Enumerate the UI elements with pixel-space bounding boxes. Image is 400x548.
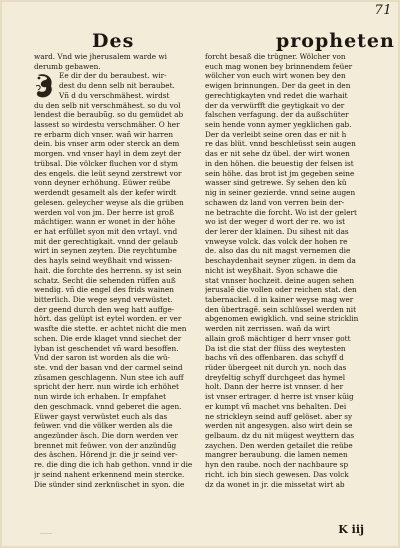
text-line: beschaydenhait seyner zügen. in dem da (205, 256, 356, 266)
text-line: Vñ d du verschmähest. wirdst (59, 90, 170, 100)
text-line: richt. ich bin siech gewesen. Das volck (205, 469, 349, 479)
text-line: morgen. vnd vnser hayl in dem zeyt der (34, 149, 182, 159)
text-line: der lerer der klainen. Du sihest nit das (205, 226, 349, 236)
text-line: sein höhe. das brot ist jm gegeben seine (205, 168, 355, 178)
text-line: Ee dir der du beraubest. wir- (59, 71, 167, 81)
text-line: mächtiger. wann er wonet in der höhe (34, 217, 176, 227)
text-line: Die sünder sind zerknüschet in syon. die (34, 479, 185, 489)
text-line: schawen dz land von verren bein der- (205, 197, 345, 207)
text-line: sein hende vonn aymer yegklichen gab. (205, 120, 352, 130)
running-head-right: propheten (276, 30, 395, 52)
text-line: abgenomen ewigklich. vnd seine stricklin (205, 314, 359, 324)
text-line: lendest die beraubũg. so du gemüdet ab (34, 110, 184, 120)
text-line: schen. Die erde klaget vnnd siechet der (34, 333, 182, 343)
text-line: jr seind nahent erkennend mein stercke. (34, 469, 185, 479)
text-line: re. die ding die ich hab gethon. vnnd ir die (34, 460, 193, 470)
text-line: tabernackel. d in kainer weyse mag wer (205, 294, 354, 304)
text-line: bachs vñ des offenbaren. das schyff d (205, 353, 344, 363)
signature-mark: K iij (338, 523, 364, 536)
text-line: allain groß mächtiger d herr vnser gott (205, 333, 351, 343)
text-line: werden nit zerrissen. wañ da wirt (205, 324, 330, 334)
text-line: de. also das du nit magst vernemen die (205, 246, 351, 256)
text-line: der da verwürfft die geytigkait vo der (205, 100, 345, 110)
text-line: re das blüt. vnnd beschleüsst sein augen (205, 139, 356, 149)
text-line: holt. Dann der herre ist vnnser. d her (205, 382, 344, 392)
text-line: ne betrachte die forcht. Wo ist der gelert (205, 207, 357, 217)
text-line: nun wirde ich erhaben. Ir empfahet (34, 392, 167, 402)
ornamental-initial (34, 72, 55, 100)
text-line: Da ist die stat der flüss des weytesten (205, 343, 346, 353)
left-text-column (34, 52, 196, 516)
text-line: schatz. Secht die sehenden rüffen auß (34, 275, 176, 285)
text-line: ward. Vnd wie jherusalem warde wi (34, 52, 167, 61)
text-line: ste. vnd der basan vnd der carmel seind (34, 363, 183, 372)
text-line: des engels. die leüt seynd zerstrewt vor (34, 168, 182, 178)
text-line: angezünder äsch. Die dorn werden ver (34, 431, 178, 441)
text-line: bitterlich. Die wege seynd verwüstet. (34, 294, 173, 304)
text-line: Vnd der saron ist worden als die wü- (34, 353, 171, 363)
text-line: werden vol von jm. Der herre ist groß (34, 207, 174, 217)
text-line: er hat erfüllet syon mit den vrtayl. vnd (34, 226, 178, 236)
text-line: forcht besaß die trügner. Wölcher von (205, 52, 346, 61)
text-line: den übertragē. sein schlüssel werden nit (205, 304, 357, 314)
text-line: zaychen. Den werden getailet die reübe (205, 440, 353, 450)
text-line: falschen verfagung. der da außschüter (205, 110, 349, 120)
text-line: dz da wonet in jr. die missetat wirt ab (205, 479, 345, 489)
text-line: dest du denn selb nit beraubet. (59, 81, 175, 91)
text-line: lassest so wirdestu verschmäher. O her (34, 120, 180, 130)
text-line: ne strickleyn seind auff gelöset. aber sy (205, 411, 353, 421)
text-line: gelbaum. dz du nit mügest weyttern das (205, 431, 355, 441)
ownership-stamp: …… (40, 529, 52, 536)
text-line: des äschen. Hörend jr. die jr seind ver- (34, 450, 178, 460)
right-text-column (205, 52, 367, 516)
text-line: Der da verleibt seine oren das er nit h (205, 129, 347, 139)
text-line: mangrer beraubung. die lamen nemen (205, 450, 348, 460)
text-line: ewigen brinnungen. Der da geet in den (205, 81, 351, 91)
text-line: nicht ist weyßhait. Syon schawe die (205, 265, 338, 275)
text-line: trübsal. Die völcker fluchen vor d stym (34, 158, 178, 168)
text-line: der geend durch den weg hatt auffge- (34, 304, 175, 314)
text-line: vnweyse volck. das volck der hohen re (205, 236, 348, 246)
text-line: mit der gerechtigkait. vnnd der gelaub (34, 236, 178, 246)
text-line: gerechtigkayten vnd redet die warhait (205, 90, 348, 100)
text-line: hait. die forchte des herrenn. sy ist sein (34, 265, 182, 275)
text-line: werden nit angesygen. also wirt dein se (205, 421, 353, 431)
text-line: jerusalē die vollen oder reichen stat. den (205, 285, 357, 295)
text-line: stat vnnser hochzeit. deine augen sehen (205, 275, 355, 285)
text-line: wasfte die stette. er achtet nicht die men (34, 324, 187, 334)
text-line: spricht der herr. nun wirde ich erhöhet (34, 382, 179, 392)
text-line: werdendt gesamelt als der kefer wirdt (34, 188, 177, 198)
text-line: wendig. vñ die engel des frids wainen (34, 285, 174, 295)
text-line: ist vnser ertrager. d herre ist vnser kūig (205, 392, 354, 402)
text-line: hyn den raube. noch der nachbaure sp (205, 460, 349, 470)
text-line: vonn deyner erhöhung. Eüwer reübe (34, 178, 171, 188)
text-line: feüwer. vnd die völker werden als die (34, 421, 173, 431)
text-line: er kumpt vñ machet vns behalten. Dei (205, 401, 347, 411)
folio-number: 71 (374, 3, 392, 18)
text-line: derumb gebawen. (34, 61, 101, 71)
text-line: nig in seiner gezierde. vnnd seine augen (205, 188, 356, 198)
text-line: des hayls seind weyßhait vnd wissen- (34, 256, 173, 266)
text-line: rüder übergeet nit durch yn. noch das (205, 363, 347, 372)
text-line: dreyfeltig schyff durchgeet das hymel (205, 372, 346, 382)
text-line: wo ist der weger d wort der re. wo ist (205, 217, 346, 227)
text-line: in den höhen. die beuestig der felsen ist (205, 158, 354, 168)
text-line: du den selb nit verschmähest. so du vol (34, 100, 181, 110)
text-line: euch mag wonen bey brinnendem feüer (205, 61, 353, 71)
text-line: dein. bis vnser arm oder sterck an dem (34, 139, 180, 149)
text-line: wasser sind getrewe. Sy sehen den kü (205, 178, 347, 188)
text-line: Eüwer gayst verwüstet euch als das (34, 411, 168, 421)
running-head-left: Des (92, 30, 135, 52)
text-line: den geschmack. vnnd geberet die agen. (34, 401, 182, 411)
text-line: das er nit sehe dz übel. der wirt wonen (205, 149, 350, 159)
text-line: re erbarm dich vnser. wañ wir harren (34, 129, 174, 139)
text-line: lyban ist geschendet vñ ward besoffen. (34, 343, 179, 353)
text-line: züsamen geschlagenn. Nun stee ich auff (34, 372, 184, 382)
text-line: gelesen. geleycher weyse als die grüben (34, 197, 184, 207)
text-line: brennet mit feüwer. von der anzündũg (34, 440, 177, 450)
text-line: wölcher von euch wirt wonen bey den (205, 71, 346, 81)
text-line: wirt in seynen zeyten. Die reychtumbe (34, 246, 177, 256)
text-line: hört. das gelüpt ist eytel worden. er ver (34, 314, 182, 324)
